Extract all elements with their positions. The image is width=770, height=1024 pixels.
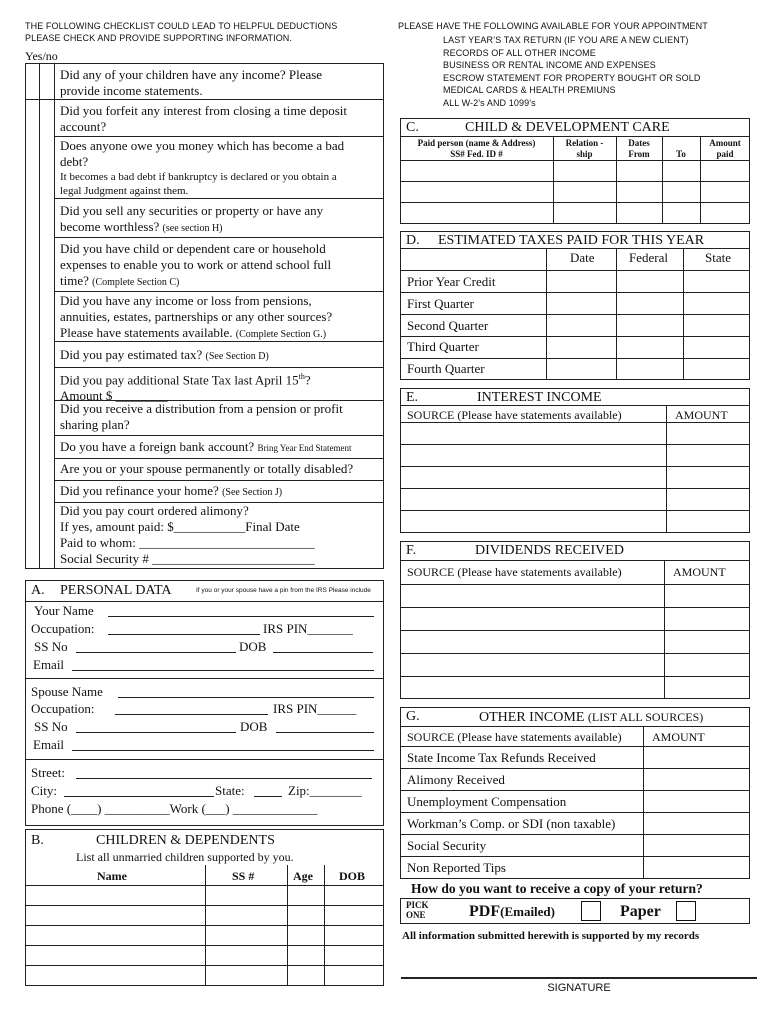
table-row[interactable] xyxy=(25,905,384,906)
pick-one-label: PICK ONE xyxy=(406,900,429,920)
table-row[interactable] xyxy=(400,676,750,677)
spouse-ss-no-label: SS No xyxy=(34,719,68,734)
section-e-title: INTEREST INCOME xyxy=(477,390,602,405)
spouse-email-field[interactable] xyxy=(72,750,374,751)
table-row[interactable] xyxy=(400,488,750,489)
spouse-irs-pin-label: IRS PIN______ xyxy=(273,701,357,716)
table-row[interactable] xyxy=(400,181,750,182)
section-f-title: DIVIDENDS RECEIVED xyxy=(475,543,624,558)
row-workmans-comp: Workman’s Comp. or SDI (non taxable) xyxy=(407,816,616,831)
col-to: To xyxy=(676,149,686,159)
paper-checkbox[interactable] xyxy=(676,901,696,921)
col-ss: SS # xyxy=(232,869,255,883)
section-f-source: SOURCE (Please have statements available) xyxy=(407,565,622,579)
section-f-letter: F. xyxy=(406,543,417,558)
copy-choice-box xyxy=(400,898,750,924)
col-dob: DOB xyxy=(339,869,366,883)
table-row[interactable] xyxy=(400,607,750,608)
table-row[interactable] xyxy=(25,925,384,926)
email-label: Email xyxy=(33,657,65,672)
section-g-source: SOURCE (Please have statements available) xyxy=(407,730,622,744)
yes-checkbox-column[interactable] xyxy=(25,63,39,569)
table-row[interactable] xyxy=(400,202,750,203)
row-first-quarter: First Quarter xyxy=(407,296,474,311)
section-g-letter: G. xyxy=(406,709,420,724)
row-third-quarter: Third Quarter xyxy=(407,339,479,354)
question-pension-distribution: Did you receive a distribution from a pension or profit sharing plan? xyxy=(60,401,343,432)
spouse-name-field[interactable] xyxy=(118,697,374,698)
question-foreign-bank: Do you have a foreign bank account? Bring Year End Statement xyxy=(60,439,352,454)
col-relationship: Relation - ship xyxy=(565,138,604,159)
list-item: LAST YEAR’S TAX RETURN (IF YOU ARE A NEW CLIENT) xyxy=(443,35,689,45)
section-e-source: SOURCE (Please have statements available) xyxy=(407,408,622,422)
street-label: Street: xyxy=(31,765,65,780)
section-d-letter: D. xyxy=(406,233,420,248)
appointment-title: PLEASE HAVE THE FOLLOWING AVAILABLE FOR YOUR APPOINTMENT xyxy=(398,21,708,31)
section-b-letter: B. xyxy=(31,833,44,848)
list-item: MEDICAL CARDS & HEALTH PREMIUNS xyxy=(443,85,616,96)
email-field[interactable] xyxy=(72,670,374,671)
col-age: Age xyxy=(293,869,313,883)
row-fourth-quarter: Fourth Quarter xyxy=(407,361,485,376)
spouse-name-label: Spouse Name xyxy=(31,684,103,699)
row-unemployment: Unemployment Compensation xyxy=(407,794,567,809)
question-securities: Did you sell any securities or property or have any become worthless? (see section H) xyxy=(60,203,324,234)
row-social-security: Social Security xyxy=(407,838,487,853)
street-field[interactable] xyxy=(76,778,372,779)
yes-no-label: Yes/no xyxy=(25,49,58,63)
col-paid-person: Paid person (name & Address) SS# Fed. ID # xyxy=(417,138,536,159)
city-label: City: xyxy=(31,783,58,798)
checklist-instruction-2: PLEASE CHECK AND PROVIDE SUPPORTING INFORMATION. xyxy=(25,33,293,43)
your-name-field[interactable] xyxy=(108,616,374,617)
col-name: Name xyxy=(97,869,127,883)
row-non-reported-tips: Non Reported Tips xyxy=(407,860,506,875)
spouse-occupation-field[interactable] xyxy=(115,714,268,715)
checklist-instruction-1: THE FOLLOWING CHECKLIST COULD LEAD TO HELPFUL DEDUCTIONS xyxy=(25,21,338,31)
section-b-subtitle: List all unmarried children supported by you. xyxy=(76,850,294,864)
appointment-list xyxy=(443,34,700,110)
question-disabled: Are you or your spouse permanently or totally disabled? xyxy=(60,461,354,476)
table-row[interactable] xyxy=(400,444,750,445)
section-b-title: CHILDREN & DEPENDENTS xyxy=(96,833,275,848)
no-column-divider xyxy=(54,63,55,569)
table-row[interactable] xyxy=(400,653,750,654)
no-checkbox-column[interactable] xyxy=(39,63,54,569)
spouse-dob-field[interactable] xyxy=(276,732,374,733)
section-e-amount: AMOUNT xyxy=(675,408,728,422)
col-amount-paid: Amount paid xyxy=(709,138,741,159)
section-c-letter: C. xyxy=(406,120,419,135)
zip-label: Zip:________ xyxy=(288,783,362,798)
table-row[interactable] xyxy=(400,630,750,631)
question-bad-debt: Does anyone owe you money which has become a bad debt? It becomes a bad debt if bankruptcy is declared or you obtain a legal Judgment against them. xyxy=(60,138,345,197)
table-row[interactable] xyxy=(25,965,384,966)
spouse-dob-label: DOB xyxy=(240,719,268,734)
state-field[interactable] xyxy=(254,796,282,797)
question-state-tax: Did you pay additional State Tax last April 15th? Amount $ ________ xyxy=(60,372,311,404)
spouse-email-label: Email xyxy=(33,737,65,752)
question-pension-income: Did you have any income or loss from pensions, annuities, estates, partnerships or any other sources? Please have statements available. (Complete Section G.) xyxy=(60,293,333,340)
ss-no-label: SS No xyxy=(34,639,68,654)
records-statement: All information submitted herewith is supported by my records xyxy=(402,930,700,942)
phone-label: Phone (____) __________Work (___) _____________ xyxy=(31,801,318,816)
col-dates-from: Dates From xyxy=(628,138,650,159)
dob-field[interactable] xyxy=(273,652,373,653)
question-dependent-care: Did you have child or dependent care or household expenses to enable you to work or attend school full time? (Complete Section C) xyxy=(60,241,332,288)
section-e-letter: E. xyxy=(406,390,419,405)
question-forfeit-interest: Did you forfeit any interest from closing a time deposit account? xyxy=(60,103,348,134)
section-a-note: If you or your spouse have a pin from the IRS Please include xyxy=(196,587,371,594)
pdf-option-label: PDF(Emailed) xyxy=(469,903,555,920)
section-a-title: PERSONAL DATA xyxy=(60,583,172,598)
row-prior-year-credit: Prior Year Credit xyxy=(407,274,496,289)
pdf-checkbox[interactable] xyxy=(581,901,601,921)
section-c-title: CHILD & DEVELOPMENT CARE xyxy=(465,120,670,135)
row-second-quarter: Second Quarter xyxy=(407,318,489,333)
question-alimony: Did you pay court ordered alimony? If yes, amount paid: $___________Final Date Paid to whom: ___________________________ Social Security # _________________________ xyxy=(60,503,315,566)
col-federal: Federal xyxy=(629,250,668,265)
section-a-letter: A. xyxy=(31,583,45,598)
table-row[interactable] xyxy=(400,510,750,511)
spouse-occupation-label: Occupation: xyxy=(31,701,95,716)
occupation-field[interactable] xyxy=(108,634,260,635)
table-row[interactable] xyxy=(25,945,384,946)
spouse-ss-no-field[interactable] xyxy=(76,732,236,733)
irs-pin-label: IRS PIN_______ xyxy=(263,621,353,636)
section-g-title: OTHER INCOME (LIST ALL SOURCES) xyxy=(479,710,704,725)
question-estimated-tax: Did you pay estimated tax? (See Section D) xyxy=(60,347,269,362)
col-date: Date xyxy=(570,250,595,265)
question-refinance: Did you refinance your home? (See Section J) xyxy=(60,483,283,498)
col-state: State xyxy=(705,250,731,265)
section-g-amount: AMOUNT xyxy=(652,730,705,744)
dob-label: DOB xyxy=(239,639,267,654)
ss-no-field[interactable] xyxy=(76,652,236,653)
list-item: RECORDS OF ALL OTHER INCOME xyxy=(443,47,596,58)
city-field[interactable] xyxy=(64,796,214,797)
your-name-label: Your Name xyxy=(34,603,94,618)
table-row[interactable] xyxy=(400,466,750,467)
question-children-income: Did any of your children have any income? Please provide income statements. xyxy=(60,67,323,98)
state-label: State: xyxy=(215,783,245,798)
section-d-title: ESTIMATED TAXES PAID FOR THIS YEAR xyxy=(438,233,705,248)
signature-line[interactable] xyxy=(401,977,757,979)
row-state-refund: State Income Tax Refunds Received xyxy=(407,750,596,765)
paper-option-label: Paper xyxy=(620,903,661,920)
copy-question: How do you want to receive a copy of your return? xyxy=(411,881,703,896)
signature-label: SIGNATURE xyxy=(547,982,611,994)
row-alimony: Alimony Received xyxy=(407,772,505,787)
section-f-amount: AMOUNT xyxy=(673,565,726,579)
list-item: ALL W-2’s AND 1099’s xyxy=(443,97,536,108)
list-item: ESCROW STATEMENT FOR PROPERTY BOUGHT OR SOLD xyxy=(443,72,701,83)
occupation-label: Occupation: xyxy=(31,621,95,636)
list-item: BUSINESS OR RENTAL INCOME AND EXPENSES xyxy=(443,60,656,71)
